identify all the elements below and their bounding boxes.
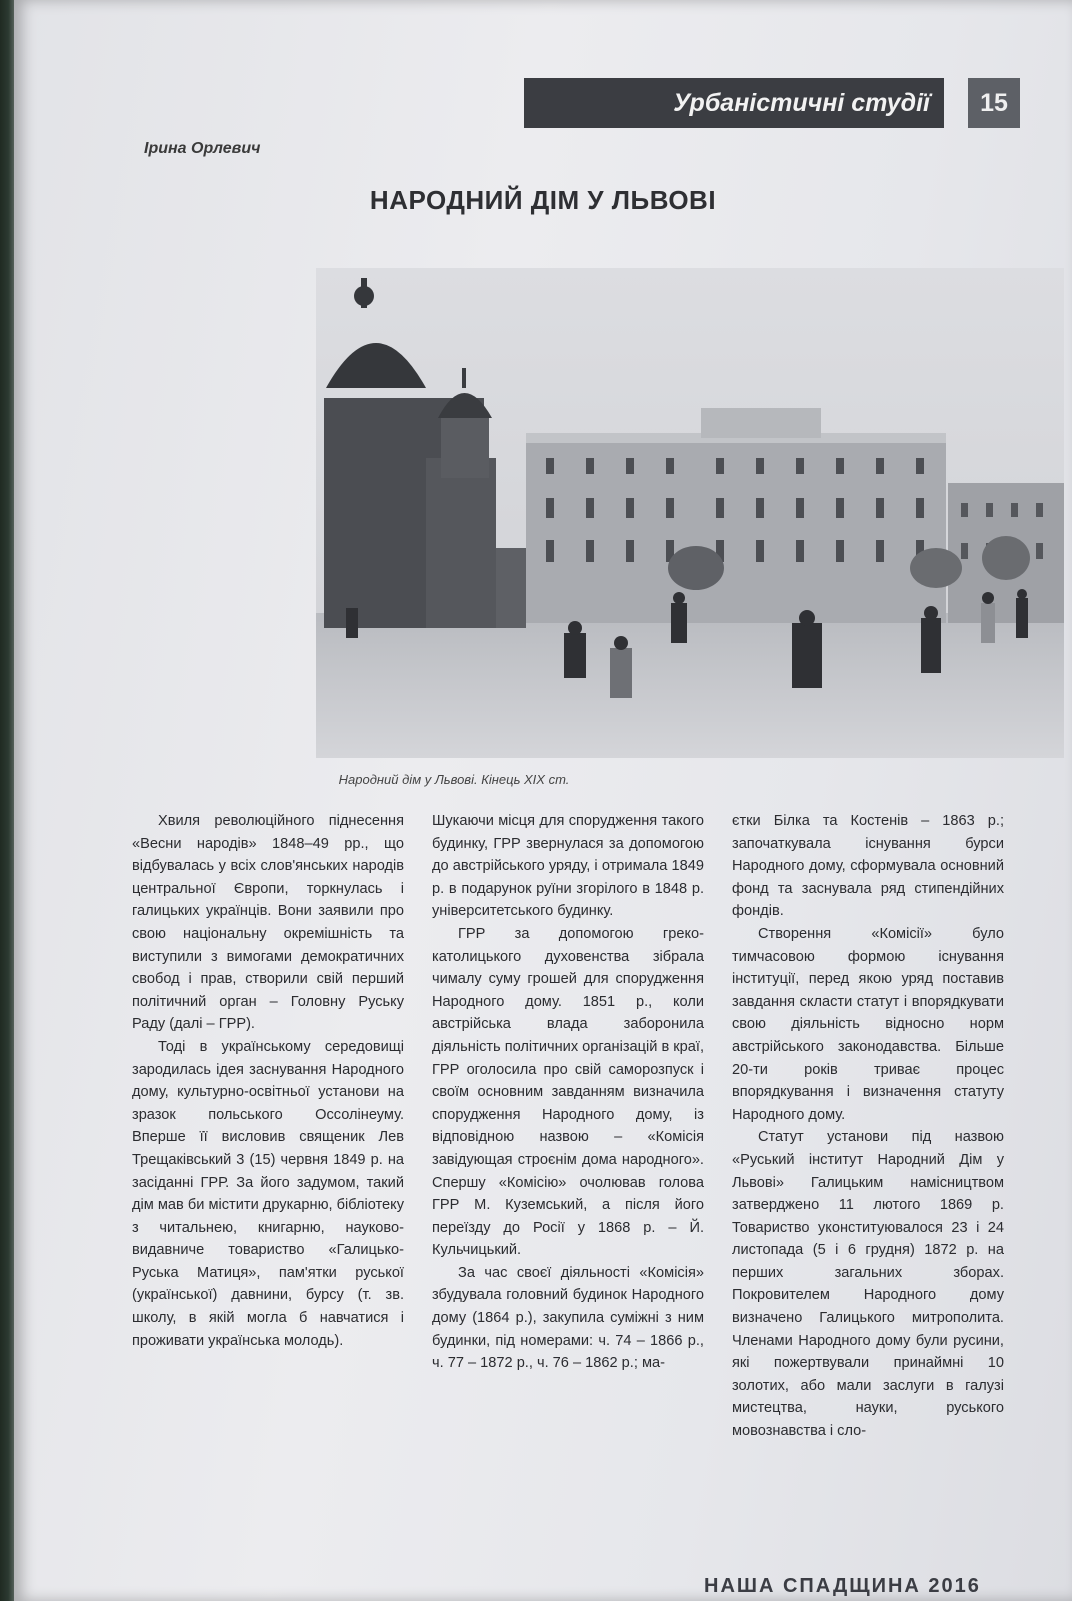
- section-header: [524, 78, 944, 128]
- magazine-footer: НАША СПАДЩИНА 2016: [704, 1575, 981, 1597]
- paragraph: Тоді в українському середовищі зародилась ідея заснування Народного дому, культурно-освітньої установи на зразок польського Оссолінеуму. Вперше її висловив священик Лев Трещаківський 3 (15) червня 1849 р. на засіданні ГРР. За його задумом, такий дім мав би містити друкарню, бібліотеку з читальнею, книгарню, науково-видавниче товариство «Галицько-Руська Матиця», пам'ятки руської (української) давнини, бурсу (т. зв. школу, в якій могла б навчатися і проживати українська молодь).: [132, 1038, 404, 1349]
- photo-caption: Народний дім у Львові. Кінець XIX ст.: [338, 772, 570, 787]
- text-column-1: [132, 810, 404, 1352]
- article-author: Ірина Орлевич: [144, 140, 261, 157]
- text-column-2: [432, 810, 704, 1375]
- paragraph: Створення «Комісії» було тимчасовою формою існування інституції, перед якою уряд поставив завдання скласти статут і впорядкувати свою діяльність відносно норм австрійського законодавства. Більше 20-ти років триває процес впорядкування і визначення статуту Народного дому.: [732, 925, 1004, 1123]
- text-column-3: [732, 810, 1004, 1443]
- magazine-page: [14, 0, 1072, 1601]
- paragraph: ГРР за допомогою греко-католицького духовенства зібрала чималу суму грошей для спорудження Народного дому. 1851 р., коли австрійська влада заборонила діяльність політичних організацій в краї, ГРР оголосила про свій саморозпуск і своїм основним завданням визначила спорудження Народного дому, із відповідною назвою – «Комісія завідующая строєнім дома народного». Спершу «Комісію» очолював голова ГРР М. Куземський, а після його переїзду до Росії у 1868 р. – Й. Кульчицький.: [432, 925, 704, 1259]
- article-photo: [316, 268, 1064, 758]
- paragraph: Статут установи під назвою «Руський інститут Народний Дім у Львові» Галицьким намісництвом затверджено 11 лютого 1869 р. Товариство уконституювалося 23 і 24 листопада (5 і 6 грудня) 1872 р. на перших загальних зборах. Покровителем Народного дому визначено Галицького митрополита. Членами Народного дому були русини, які пожертвували принаймні 10 золотих, або мали заслуги в галузі мистецтва, науки, руського мовознавства і сло-: [732, 1129, 1004, 1440]
- paragraph: Хвиля революційного піднесення «Весни народів» 1848–49 рр., що відбувалась у всіх слов'янських народів центральної Європи, торкнулась і галицьких українців. Вони заявили про свою національну окремішність та виступили з вимогами демократичних свобод і прав, створили свій перший політичний орган – Головну Руську Раду (далі – ГРР).: [132, 813, 404, 1033]
- article-title: НАРОДНИЙ ДІМ У ЛЬВОВІ: [369, 185, 717, 215]
- photo-illustration: [316, 268, 1064, 758]
- section-title: Урбаністичні студії: [673, 88, 930, 117]
- paragraph: єтки Білка та Костенів – 1863 р.; започаткувала існування бурси Народного дому, сформувала основний фонд та заснувала ряд стипендійних фондів.: [732, 813, 1004, 920]
- paragraph: Шукаючи місця для спорудження такого будинку, ГРР звернулася за допомогою до австрійського уряду, і отримала 1849 р. в подарунок руїни згорілого в 1848 р. університетського будинку.: [432, 813, 704, 920]
- paragraph: За час своєї діяльності «Комісія» збудувала головний будинок Народного дому (1864 р.), закупила суміжні з ним будинки, під номерами: ч. 74 – 1866 р., ч. 77 – 1872 р., ч. 76 – 1862 р.; ма-: [432, 1264, 704, 1372]
- page-number: 15: [968, 78, 1020, 128]
- book-spine: [0, 0, 14, 1601]
